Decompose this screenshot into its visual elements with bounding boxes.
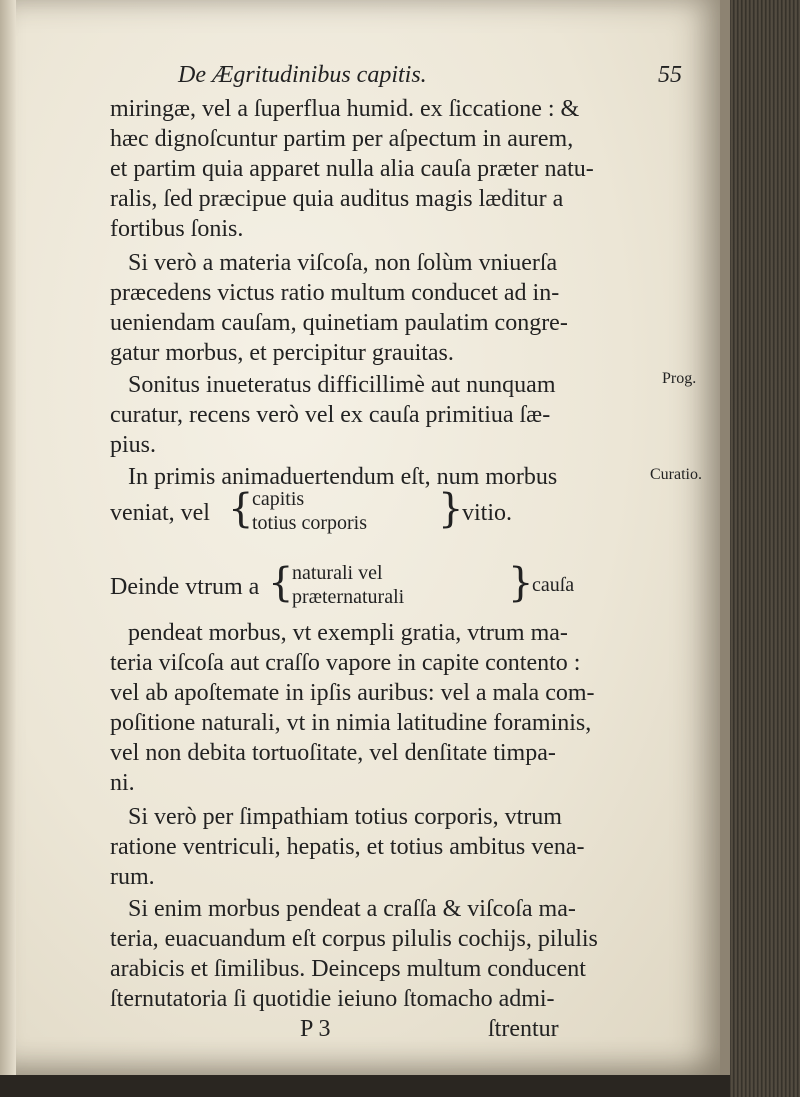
brace-two-left: Deinde vtrum a (110, 574, 260, 600)
text-line: curatur, recens verò vel ex cauſa primitiua ſæ- (110, 402, 551, 428)
text-line: præcedens victus ratio multum conducet ad in- (110, 280, 560, 306)
text-line: vel non debita tortuoſitate, vel denſitate timpa- (110, 740, 556, 766)
text-line: ueniendam cauſam, quinetiam paulatim congre- (110, 310, 568, 336)
text-line: vel ab apoſtemate in ipſis auribus: vel a mala com- (110, 680, 595, 706)
brace-two-bottom: præternaturali (292, 586, 405, 608)
text-line: ni. (110, 770, 135, 796)
text-line: teria, euacuandum eſt corpus pilulis cochijs, pilulis (110, 926, 598, 952)
brace-two-right: cauſa (532, 574, 575, 596)
right-brace-icon: } (508, 560, 534, 606)
text-line: Si verò per ſimpathiam totius corporis, vtrum (128, 804, 562, 830)
brace-one-right: vitio. (462, 500, 513, 526)
text-line: teria viſcoſa aut craſſo vapore in capite contento : (110, 650, 581, 676)
text-line: fortibus ſonis. (110, 216, 244, 242)
text-line: gatur morbus, et percipitur grauitas. (110, 340, 454, 366)
text-line: ſternutatoria ſi quotidie ieiuno ſtomacho admi- (110, 986, 555, 1012)
page-number: 55 (658, 62, 682, 88)
text-line: In primis animaduertendum eſt, num morbus (128, 464, 558, 490)
left-brace-icon: { (228, 486, 254, 532)
text-line: Si verò a materia viſcoſa, non ſolùm vniuerſa (128, 250, 558, 276)
brace-one-top: capitis (252, 488, 305, 510)
text-line: rum. (110, 864, 155, 890)
brace-two-top: naturali vel (292, 562, 383, 584)
text-line: pius. (110, 432, 157, 458)
text-line: Sonitus inueteratus difficillimè aut nunquam (128, 372, 556, 398)
brace-one-bottom: totius corporis (252, 512, 367, 534)
marginal-note-prog: Prog. (662, 370, 697, 387)
text-line: hæc dignoſcuntur partim per aſpectum in aurem, (110, 126, 574, 152)
signature-mark: P 3 (300, 1016, 331, 1042)
text-line: arabicis et ſimilibus. Deinceps multum conducent (110, 956, 586, 982)
text-line: ralis, ſed præcipue quia auditus magis læditur a (110, 186, 564, 212)
brace-one-left: veniat, vel (110, 500, 210, 526)
running-title: De Ægritudinibus capitis. (178, 62, 427, 88)
text-line: et partim quia apparet nulla alia cauſa præter natu- (110, 156, 594, 182)
book-bottom-edge (0, 1075, 730, 1097)
text-line: pendeat morbus, vt exempli gratia, vtrum ma- (128, 620, 568, 646)
left-brace-icon: { (268, 560, 294, 606)
catchword: ſtrentur (488, 1016, 559, 1042)
right-brace-icon: } (438, 486, 464, 532)
text-line: miringæ, vel a ſuperflua humid. ex ſiccatione : & (110, 96, 580, 122)
book-fore-edge (730, 0, 800, 1097)
page-gutter (0, 0, 16, 1075)
text-line: ratione ventriculi, hepatis, et totius ambitus vena- (110, 834, 585, 860)
marginal-note-curatio: Curatio. (650, 466, 702, 483)
text-line: Si enim morbus pendeat a craſſa & viſcoſa ma- (128, 896, 576, 922)
text-line: poſitione naturali, vt in nimia latitudine foraminis, (110, 710, 592, 736)
